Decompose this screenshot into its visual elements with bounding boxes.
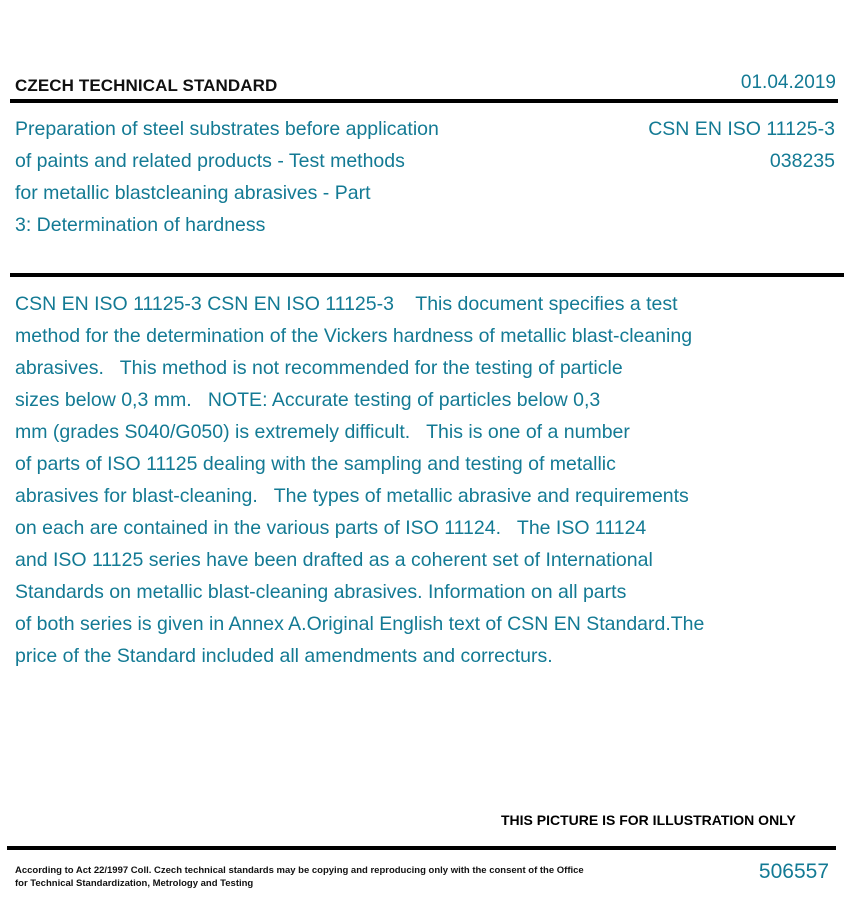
header-title: CZECH TECHNICAL STANDARD [15, 76, 278, 95]
legal-notice: According to Act 22/1997 Coll. Czech technical standards may be copying and reproducing only with the consent of the Office for Technical Standardization, Metrology and Testing [15, 865, 584, 889]
bottom-divider [7, 846, 836, 850]
document-number: 506557 [758, 860, 829, 883]
publication-date: 01.04.2019 [740, 72, 836, 93]
document-title: Preparation of steel substrates before application of paints and related products - Test methods for metallic blastcleaning abrasives - Part 3: Determination of hardness [15, 118, 439, 236]
class-number: 038235 [769, 150, 835, 172]
abstract-text: CSN EN ISO 11125-3 CSN EN ISO 11125-3 This document specifies a test method for the determination of the Vickers hardness of metallic blast-cleaning abrasives. This method is not recommended for the testing of particle sizes below 0,3 mm. NOTE: Accurate testing of particles below 0,3 mm (grades S040/G050) is extremely difficult. This is one of a number of parts of ISO 11125 dealing with the sampling and testing of metallic abrasives for blast-cleaning. The types of metallic abrasive and requirements on each are contained in the various parts of ISO 11124. The ISO 11124 and ISO 11125 series have been drafted as a coherent set of International Standards on metallic blast-cleaning abrasives. Information on all parts of both series is given in Annex A.Original English text of CSN EN Standard.The price of the Standard included all amendments and correcturs. [15, 293, 705, 667]
middle-divider [10, 273, 844, 277]
top-divider [10, 99, 838, 103]
standard-code: CSN EN ISO 11125-3 [648, 118, 835, 140]
illustration-note: THIS PICTURE IS FOR ILLUSTRATION ONLY [501, 812, 796, 828]
document-identifiers [648, 113, 835, 177]
